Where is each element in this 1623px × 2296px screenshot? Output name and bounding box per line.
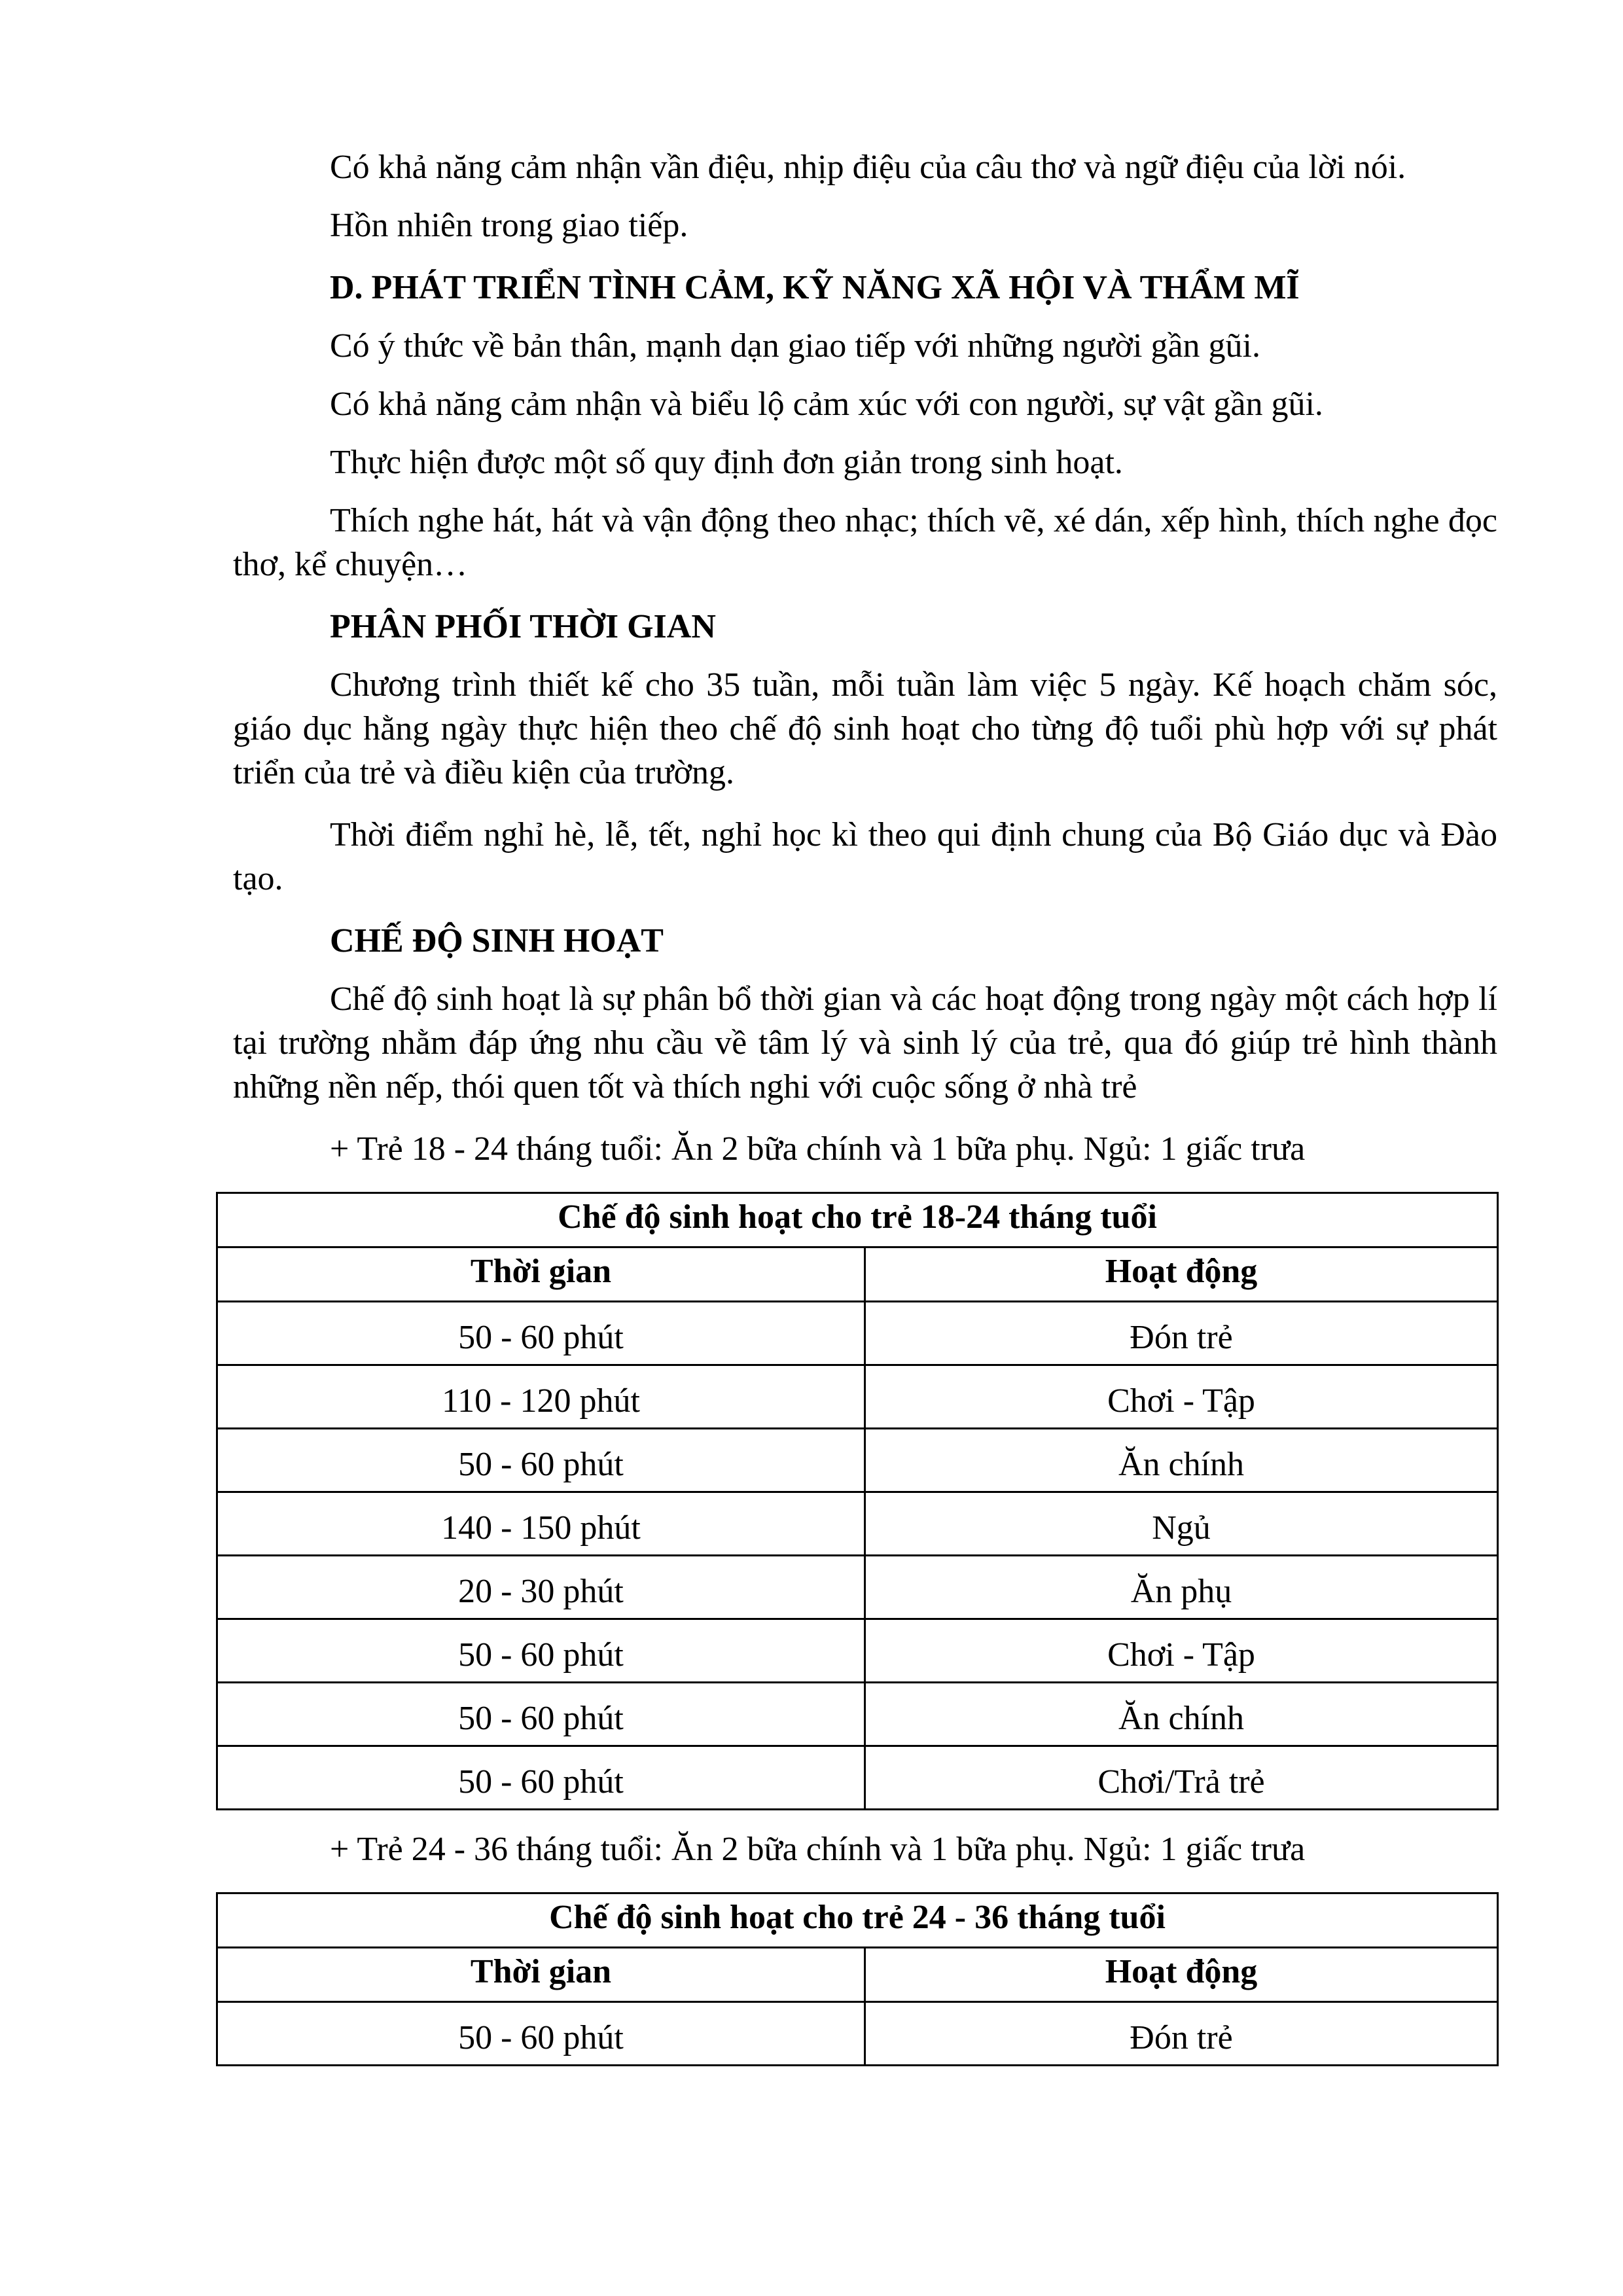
column-header-time: Thời gian <box>217 1247 865 1302</box>
cell-activity: Ăn chính <box>865 1429 1498 1492</box>
section-d-item: Thực hiện được một số quy định đơn giản trong sinh hoạt. <box>330 444 1123 481</box>
cell-activity: Chơi - Tập <box>865 1619 1498 1683</box>
daily-routine-paragraph: Chế độ sinh hoạt là sự phân bổ thời gian và các hoạt động trong ngày một cách hợp lí tại trường nhằm đáp ứng nhu cầu về tâm lý và sinh lý của trẻ, qua đó giúp trẻ hình thành những nền nếp, thói quen tốt và thích nghi với cuộc sống ở nhà trẻ <box>233 980 1497 1105</box>
cell-activity: Đón trẻ <box>865 1302 1498 1365</box>
table-row <box>217 1683 1498 1746</box>
cell-activity: Chơi - Tập <box>865 1365 1498 1429</box>
cell-activity: Ăn chính <box>865 1683 1498 1746</box>
page-content <box>233 145 1497 2066</box>
section-d-item: Có khả năng cảm nhận và biểu lộ cảm xúc với con người, sự vật gần gũi. <box>330 386 1323 423</box>
paragraph-language-rhythm: Có khả năng cảm nhận vần điệu, nhịp điệu của câu thơ và ngữ điệu của lời nói. <box>330 149 1406 186</box>
column-header-time: Thời gian <box>217 1948 865 2002</box>
time-distribution-paragraph: Thời điểm nghỉ hè, lễ, tết, nghỉ học kì theo qui định chung của Bộ Giáo dục và Đào tạo. <box>233 816 1497 897</box>
routine-table-24-36 <box>216 1892 1499 2066</box>
paragraph-communication: Hồn nhiên trong giao tiếp. <box>330 207 688 244</box>
table-caption-row <box>217 1193 1498 1247</box>
routine-table-18-24 <box>216 1192 1499 1810</box>
section-d-item: Thích nghe hát, hát và vận động theo nhạc; thích vẽ, xé dán, xếp hình, thích nghe đọc thơ, kể chuyện… <box>233 502 1497 583</box>
table-row <box>217 2002 1498 2066</box>
table-row <box>217 1429 1498 1492</box>
cell-time: 50 - 60 phút <box>217 1619 865 1683</box>
cell-time: 50 - 60 phút <box>217 1683 865 1746</box>
cell-activity: Ăn phụ <box>865 1556 1498 1619</box>
cell-time: 110 - 120 phút <box>217 1365 865 1429</box>
table-caption: Chế độ sinh hoạt cho trẻ 24 - 36 tháng tuổi <box>217 1893 1498 1948</box>
table-row <box>217 1302 1498 1365</box>
cell-time: 20 - 30 phút <box>217 1556 865 1619</box>
column-header-activity: Hoạt động <box>865 1247 1498 1302</box>
cell-time: 140 - 150 phút <box>217 1492 865 1556</box>
table-header-row <box>217 1948 1498 2002</box>
cell-time: 50 - 60 phút <box>217 1429 865 1492</box>
cell-time: 50 - 60 phút <box>217 1302 865 1365</box>
cell-activity: Ngủ <box>865 1492 1498 1556</box>
time-distribution-paragraph: Chương trình thiết kế cho 35 tuần, mỗi tuần làm việc 5 ngày. Kế hoạch chăm sóc, giáo dục hằng ngày thực hiện theo chế độ sinh hoạt cho từng độ tuổi phù hợp với sự phát triển của trẻ và điều kiện của trường. <box>233 666 1497 791</box>
table-row <box>217 1556 1498 1619</box>
table-row <box>217 1619 1498 1683</box>
column-header-activity: Hoạt động <box>865 1948 1498 2002</box>
table-header-row <box>217 1247 1498 1302</box>
table-caption-row <box>217 1893 1498 1948</box>
cell-time: 50 - 60 phút <box>217 1746 865 1810</box>
cell-activity: Chơi/Trả trẻ <box>865 1746 1498 1810</box>
table-caption: Chế độ sinh hoạt cho trẻ 18-24 tháng tuổi <box>217 1193 1498 1247</box>
cell-time: 50 - 60 phút <box>217 2002 865 2066</box>
age-group-bullet-24-36: + Trẻ 24 - 36 tháng tuổi: Ăn 2 bữa chính và 1 bữa phụ. Ngủ: 1 giấc trưa <box>330 1831 1306 1868</box>
table-row <box>217 1492 1498 1556</box>
section-d-item: Có ý thức về bản thân, mạnh dạn giao tiếp với những người gần gũi. <box>330 327 1260 365</box>
table-row <box>217 1365 1498 1429</box>
age-group-bullet-18-24: + Trẻ 18 - 24 tháng tuổi: Ăn 2 bữa chính và 1 bữa phụ. Ngủ: 1 giấc trưa <box>330 1130 1306 1168</box>
section-d-heading: D. PHÁT TRIỂN TÌNH CẢM, KỸ NĂNG XÃ HỘI VÀ THẨM MĨ <box>330 269 1300 306</box>
cell-activity: Đón trẻ <box>865 2002 1498 2066</box>
table-row <box>217 1746 1498 1810</box>
time-distribution-heading: PHÂN PHỐI THỜI GIAN <box>330 608 716 645</box>
daily-routine-heading: CHẾ ĐỘ SINH HOẠT <box>330 922 664 960</box>
